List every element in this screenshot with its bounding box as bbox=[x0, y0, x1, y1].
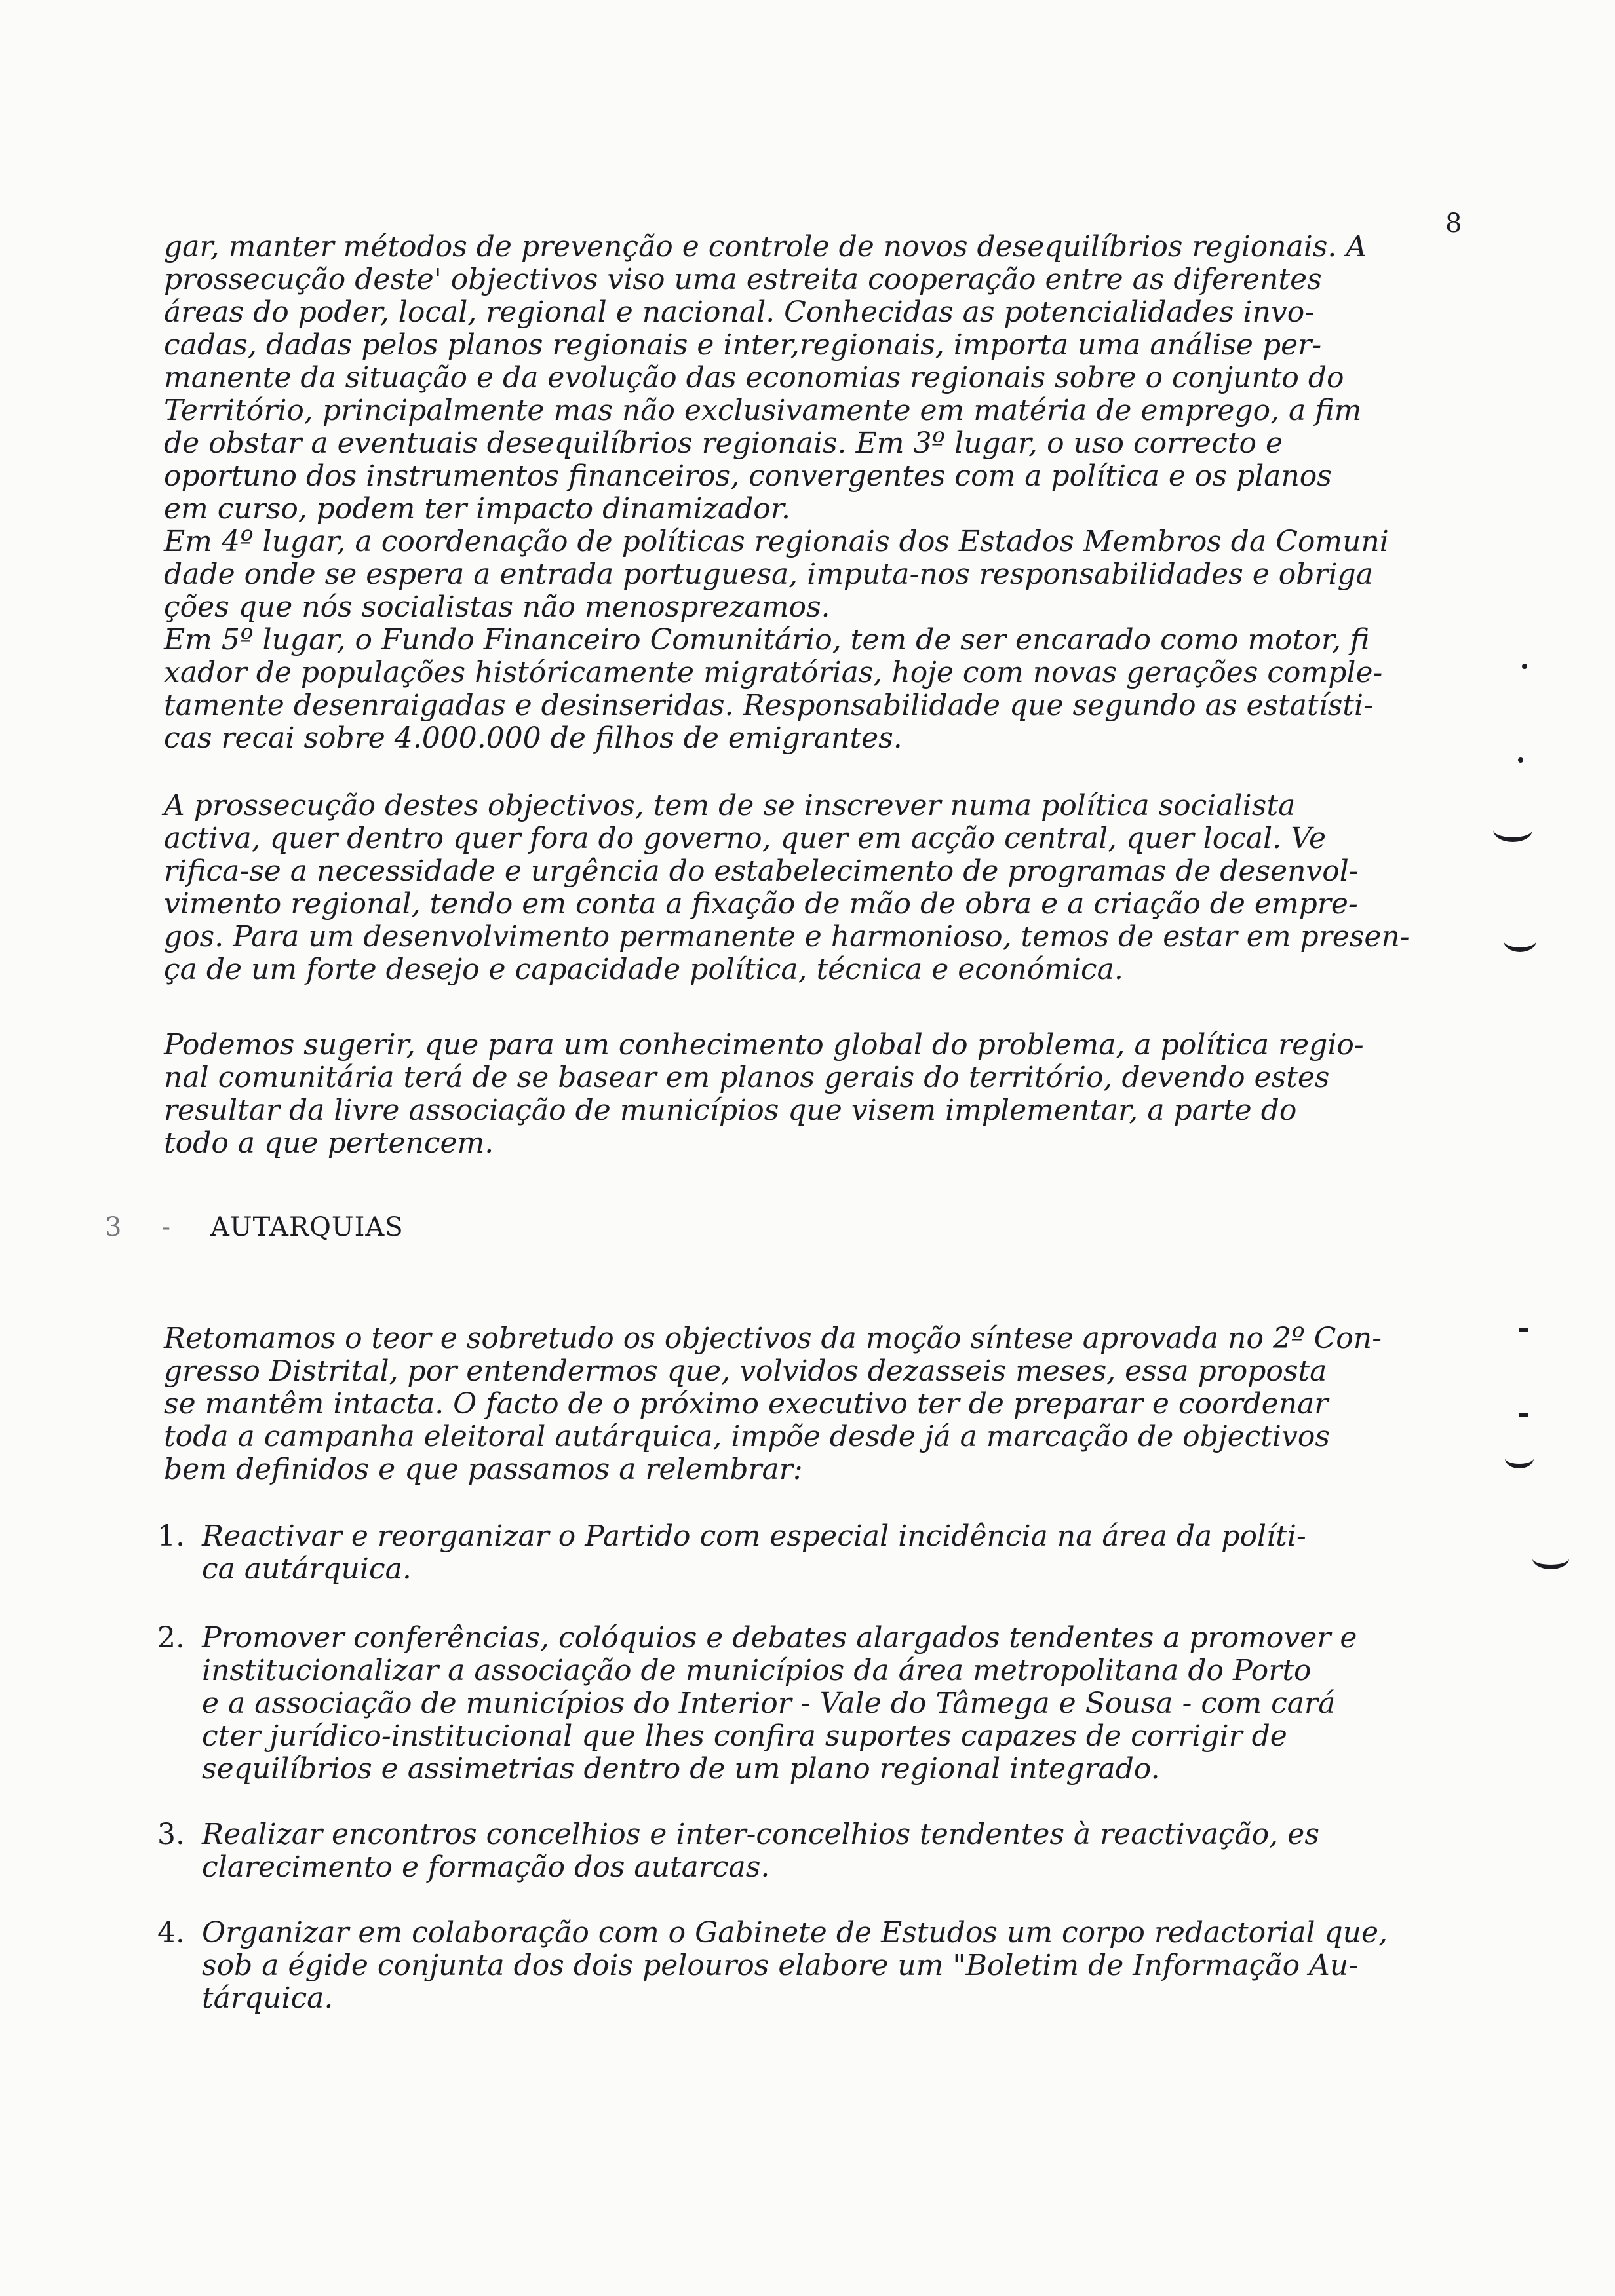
text-line: tárquica. bbox=[202, 1981, 334, 2015]
text-line: activa, quer dentro quer fora do governo, quer em acção central, quer local. Ve bbox=[164, 822, 1326, 855]
page-number: 8 bbox=[1445, 208, 1462, 239]
text-line: A prossecução destes objectivos, tem de se inscrever numa política socialista bbox=[164, 789, 1296, 822]
list-item-number: 2. bbox=[157, 1621, 185, 1655]
paragraph-regional-policy bbox=[164, 231, 1468, 755]
text-line: oportuno dos instrumentos financeiros, convergentes com a política e os planos bbox=[164, 459, 1332, 493]
margin-check-mark bbox=[1532, 1548, 1569, 1569]
text-line: xador de populações históricamente migratórias, hoje com novas gerações comple- bbox=[164, 656, 1383, 689]
text-line: se mantêm intacta. O facto de o próximo executivo ter de preparar e coordenar bbox=[164, 1387, 1329, 1421]
text-line: gos. Para um desenvolvimento permanente e harmonioso, temos de estar em presen- bbox=[164, 920, 1410, 953]
section-heading bbox=[105, 1212, 404, 1242]
text-line: cas recai sobre 4.000.000 de filhos de emigrantes. bbox=[164, 721, 903, 755]
text-line: todo a que pertencem. bbox=[164, 1126, 494, 1160]
text-line: em curso, podem ter impacto dinamizador. bbox=[164, 492, 790, 526]
list-item-number: 3. bbox=[157, 1818, 185, 1851]
text-line: clarecimento e formação dos autarcas. bbox=[202, 1850, 770, 1884]
text-line: Reactivar e reorganizar o Partido com especial incidência na área da políti- bbox=[202, 1520, 1306, 1553]
section-number: 3 bbox=[105, 1212, 123, 1242]
text-line: tamente desenraigadas e desinseridas. Responsabilidade que segundo as estatísti- bbox=[164, 689, 1373, 722]
text-line: gresso Distrital, por entendermos que, volvidos dezasseis meses, essa proposta bbox=[164, 1354, 1327, 1388]
text-line: ca autárquica. bbox=[202, 1552, 412, 1586]
margin-dash-mark bbox=[1519, 1413, 1528, 1417]
text-line: manente da situação e da evolução das economias regionais sobre o conjunto do bbox=[164, 361, 1344, 394]
margin-dot-mark bbox=[1522, 664, 1527, 669]
text-line: ções que nós socialistas não menosprezamos. bbox=[164, 590, 830, 624]
paragraph-suggestion bbox=[164, 1029, 1468, 1160]
section-title: AUTARQUIAS bbox=[210, 1212, 404, 1242]
text-line: Realizar encontros concelhios e inter-concelhios tendentes à reactivação, es bbox=[202, 1818, 1319, 1851]
text-line: Organizar em colaboração com o Gabinete de Estudos um corpo redactorial que, bbox=[202, 1916, 1388, 1949]
paragraph-socialist-policy bbox=[164, 790, 1468, 986]
text-line: Podemos sugerir, que para um conhecimento global do problema, a política regio- bbox=[164, 1028, 1364, 1062]
text-line: institucionalizar a associação de municípios da área metropolitana do Porto bbox=[202, 1654, 1312, 1687]
margin-dash-mark bbox=[1519, 1328, 1528, 1332]
margin-check-mark bbox=[1493, 818, 1532, 842]
text-line: Território, principalmente mas não exclusivamente em matéria de emprego, a fim bbox=[164, 394, 1362, 427]
text-line: sob a égide conjunta dos dois pelouros elabore um "Boletim de Informação Au- bbox=[202, 1949, 1359, 1982]
text-line: Em 4º lugar, a coordenação de políticas regionais dos Estados Membros da Comuni bbox=[164, 525, 1389, 558]
section-separator: - bbox=[161, 1212, 171, 1242]
text-line: gar, manter métodos de prevenção e controle de novos desequilíbrios regionais. A bbox=[164, 230, 1367, 263]
text-line: Retomamos o teor e sobretudo os objectivos da moção síntese aprovada no 2º Con- bbox=[164, 1322, 1382, 1355]
text-line: áreas do poder, local, regional e nacional. Conhecidas as potencialidades invo- bbox=[164, 296, 1315, 329]
list-item-number: 1. bbox=[157, 1520, 185, 1553]
text-line: Promover conferências, colóquios e debates alargados tendentes a promover e bbox=[202, 1621, 1357, 1655]
text-line: prossecução deste' objectivos viso uma estreita cooperação entre as diferentes bbox=[164, 263, 1322, 296]
text-line: bem definidos e que passamos a relembrar: bbox=[164, 1453, 803, 1486]
text-line: cter jurídico-institucional que lhes confira suportes capazes de corrigir de bbox=[202, 1719, 1287, 1753]
text-line: sequilíbrios e assimetrias dentro de um plano regional integrado. bbox=[202, 1752, 1160, 1786]
margin-check-mark bbox=[1505, 1448, 1534, 1468]
margin-check-mark bbox=[1504, 929, 1536, 952]
text-line: rifica-se a necessidade e urgência do estabelecimento de programas de desenvol- bbox=[164, 854, 1359, 888]
text-line: nal comunitária terá de se basear em planos gerais do território, devendo estes bbox=[164, 1061, 1330, 1094]
text-line: vimento regional, tendo em conta a fixação de mão de obra e a criação de empre- bbox=[164, 887, 1358, 921]
text-line: cadas, dadas pelos planos regionais e inter,regionais, importa uma análise per- bbox=[164, 328, 1322, 362]
text-line: Em 5º lugar, o Fundo Financeiro Comunitário, tem de ser encarado como motor, fi bbox=[164, 623, 1370, 657]
text-line: dade onde se espera a entrada portuguesa, imputa-nos responsabilidades e obriga bbox=[164, 558, 1373, 591]
text-line: de obstar a eventuais desequilíbrios regionais. Em 3º lugar, o uso correcto e bbox=[164, 427, 1283, 460]
text-line: ça de um forte desejo e capacidade política, técnica e económica. bbox=[164, 953, 1123, 986]
margin-dot-mark bbox=[1518, 757, 1523, 763]
text-line: toda a campanha eleitoral autárquica, impõe desde já a marcação de objectivos bbox=[164, 1420, 1330, 1453]
text-line: resultar da livre associação de municípios que visem implementar, a parte do bbox=[164, 1094, 1297, 1127]
text-line: e a associação de municípios do Interior - Vale do Tâmega e Sousa - com cará bbox=[202, 1687, 1336, 1720]
paragraph-autarquias-intro bbox=[164, 1322, 1468, 1486]
list-item-number: 4. bbox=[157, 1916, 185, 1949]
